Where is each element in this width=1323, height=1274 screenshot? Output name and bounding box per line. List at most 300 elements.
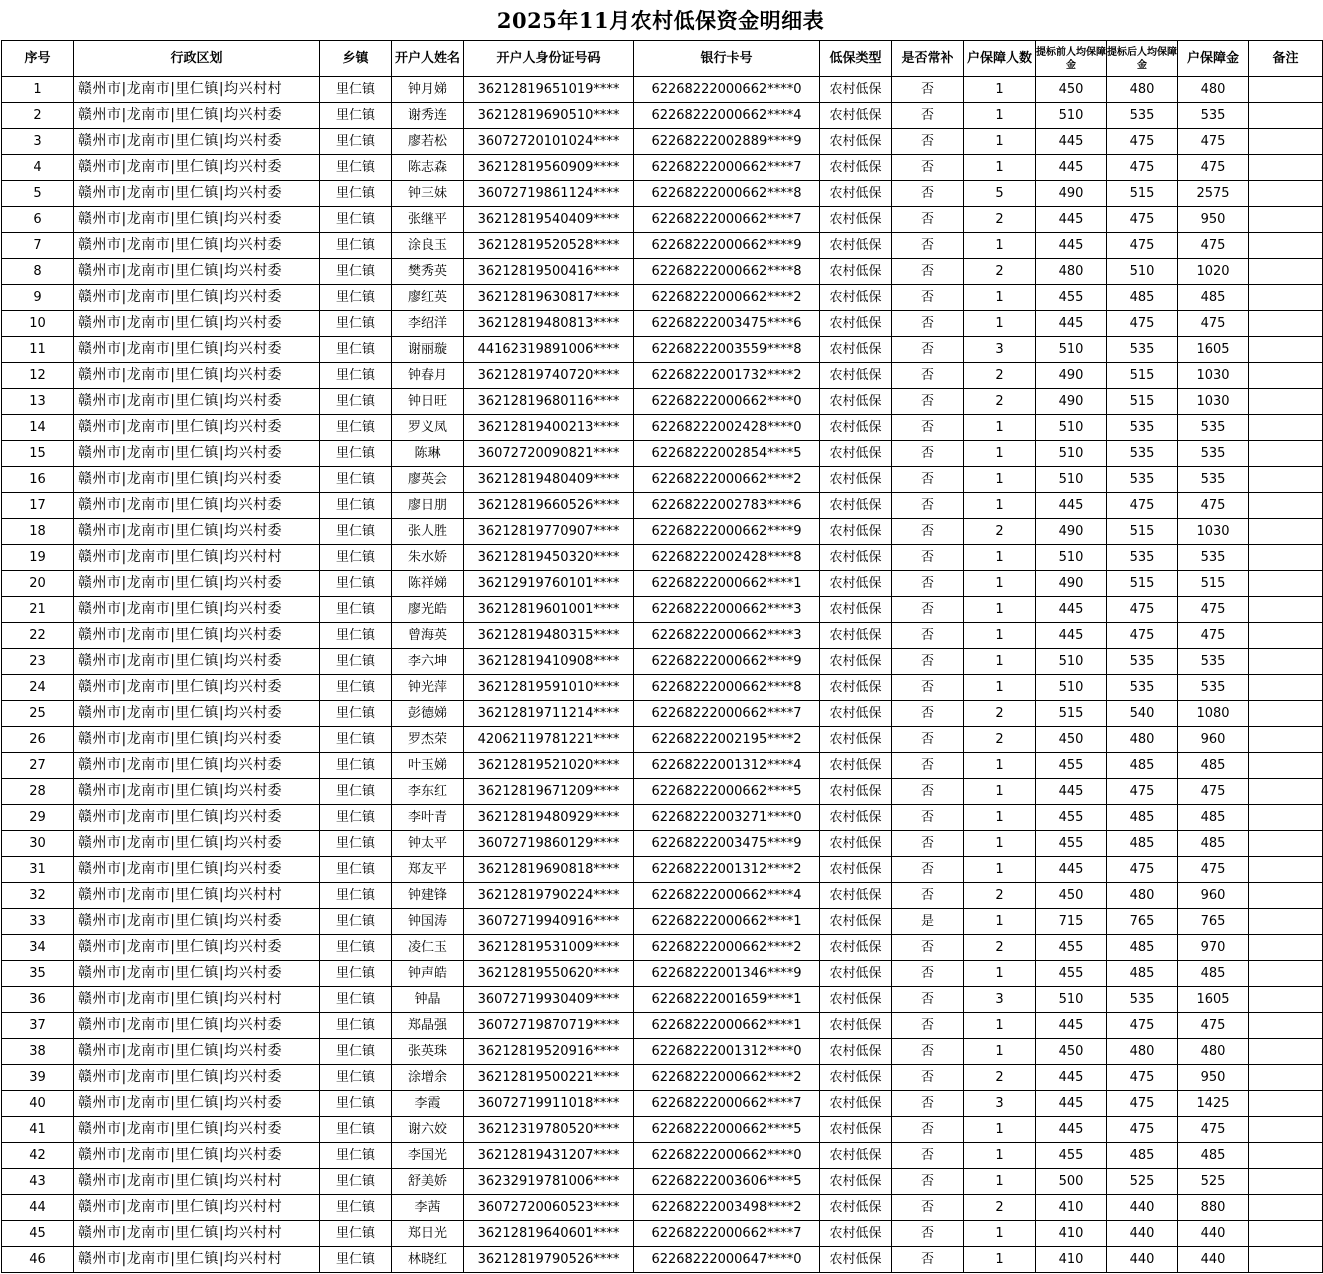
cell-regular: 否 xyxy=(892,337,964,363)
cell-name: 樊秀英 xyxy=(392,259,464,285)
cell-town: 里仁镇 xyxy=(320,1013,392,1039)
cell-count: 1 xyxy=(964,415,1036,441)
cell-town: 里仁镇 xyxy=(320,623,392,649)
table-row xyxy=(2,155,1323,181)
cell-note xyxy=(1249,337,1323,363)
cell-total: 480 xyxy=(1178,77,1249,103)
cell-after: 475 xyxy=(1107,1091,1178,1117)
cell-before: 455 xyxy=(1036,961,1107,987)
cell-after: 485 xyxy=(1107,285,1178,311)
cell-region: 赣州市|龙南市|里仁镇|均兴村委 xyxy=(74,935,320,961)
cell-after: 475 xyxy=(1107,207,1178,233)
cell-bank-card: 62268222002428****8 xyxy=(634,545,820,571)
cell-region: 赣州市|龙南市|里仁镇|均兴村委 xyxy=(74,363,320,389)
cell-before: 445 xyxy=(1036,233,1107,259)
cell-before: 480 xyxy=(1036,259,1107,285)
cell-id-number: 36212819740720**** xyxy=(464,363,634,389)
cell-type: 农村低保 xyxy=(820,1247,892,1273)
cell-bank-card: 62268222000662****2 xyxy=(634,935,820,961)
cell-bank-card: 62268222000662****5 xyxy=(634,779,820,805)
cell-before: 450 xyxy=(1036,727,1107,753)
cell-count: 3 xyxy=(964,337,1036,363)
table-row xyxy=(2,857,1323,883)
cell-id-number: 36212819790526**** xyxy=(464,1247,634,1273)
cell-no: 23 xyxy=(2,649,74,675)
cell-id-number: 36212319780520**** xyxy=(464,1117,634,1143)
cell-bank-card: 62268222000662****1 xyxy=(634,909,820,935)
cell-bank-card: 62268222000662****0 xyxy=(634,1143,820,1169)
cell-before: 445 xyxy=(1036,1065,1107,1091)
cell-count: 2 xyxy=(964,363,1036,389)
cell-region: 赣州市|龙南市|里仁镇|均兴村委 xyxy=(74,727,320,753)
cell-id-number: 36212819410908**** xyxy=(464,649,634,675)
cell-name: 钟晶 xyxy=(392,987,464,1013)
cell-id-number: 36212819671209**** xyxy=(464,779,634,805)
cell-note xyxy=(1249,779,1323,805)
cell-after: 535 xyxy=(1107,337,1178,363)
cell-bank-card: 62268222003498****2 xyxy=(634,1195,820,1221)
cell-region: 赣州市|龙南市|里仁镇|均兴村委 xyxy=(74,493,320,519)
cell-note xyxy=(1249,571,1323,597)
cell-bank-card: 62268222000662****1 xyxy=(634,571,820,597)
cell-before: 455 xyxy=(1036,831,1107,857)
header-town: 乡镇 xyxy=(320,41,392,77)
cell-town: 里仁镇 xyxy=(320,233,392,259)
cell-type: 农村低保 xyxy=(820,259,892,285)
cell-id-number: 36212819531009**** xyxy=(464,935,634,961)
cell-type: 农村低保 xyxy=(820,415,892,441)
cell-id-number: 36072719911018**** xyxy=(464,1091,634,1117)
cell-name: 李绍洋 xyxy=(392,311,464,337)
cell-bank-card: 62268222000662****7 xyxy=(634,1091,820,1117)
cell-after: 535 xyxy=(1107,103,1178,129)
header-note: 备注 xyxy=(1249,41,1323,77)
cell-name: 李国光 xyxy=(392,1143,464,1169)
cell-town: 里仁镇 xyxy=(320,935,392,961)
cell-total: 515 xyxy=(1178,571,1249,597)
cell-no: 24 xyxy=(2,675,74,701)
cell-no: 36 xyxy=(2,987,74,1013)
cell-after: 475 xyxy=(1107,233,1178,259)
cell-name: 郑友平 xyxy=(392,857,464,883)
cell-after: 480 xyxy=(1107,883,1178,909)
cell-total: 475 xyxy=(1178,857,1249,883)
cell-count: 2 xyxy=(964,259,1036,285)
cell-type: 农村低保 xyxy=(820,857,892,883)
cell-bank-card: 62268222001312****0 xyxy=(634,1039,820,1065)
cell-town: 里仁镇 xyxy=(320,805,392,831)
cell-regular: 否 xyxy=(892,623,964,649)
cell-total: 440 xyxy=(1178,1247,1249,1273)
cell-before: 445 xyxy=(1036,155,1107,181)
cell-regular: 否 xyxy=(892,571,964,597)
cell-bank-card: 62268222001732****2 xyxy=(634,363,820,389)
cell-note xyxy=(1249,1065,1323,1091)
cell-type: 农村低保 xyxy=(820,935,892,961)
cell-type: 农村低保 xyxy=(820,987,892,1013)
cell-after: 475 xyxy=(1107,1065,1178,1091)
cell-no: 41 xyxy=(2,1117,74,1143)
cell-no: 27 xyxy=(2,753,74,779)
table-row xyxy=(2,129,1323,155)
cell-before: 455 xyxy=(1036,753,1107,779)
cell-note xyxy=(1249,1195,1323,1221)
cell-bank-card: 62268222003475****6 xyxy=(634,311,820,337)
table-row xyxy=(2,727,1323,753)
cell-id-number: 36072719870719**** xyxy=(464,1013,634,1039)
cell-after: 525 xyxy=(1107,1169,1178,1195)
cell-regular: 否 xyxy=(892,727,964,753)
cell-note xyxy=(1249,597,1323,623)
table-row xyxy=(2,1013,1323,1039)
cell-count: 1 xyxy=(964,753,1036,779)
table-row xyxy=(2,363,1323,389)
cell-after: 485 xyxy=(1107,1143,1178,1169)
cell-before: 410 xyxy=(1036,1221,1107,1247)
cell-total: 1020 xyxy=(1178,259,1249,285)
cell-after: 480 xyxy=(1107,77,1178,103)
cell-regular: 是 xyxy=(892,909,964,935)
cell-regular: 否 xyxy=(892,103,964,129)
cell-id-number: 36072720090821**** xyxy=(464,441,634,467)
cell-town: 里仁镇 xyxy=(320,285,392,311)
cell-no: 43 xyxy=(2,1169,74,1195)
cell-type: 农村低保 xyxy=(820,909,892,935)
cell-town: 里仁镇 xyxy=(320,1039,392,1065)
cell-note xyxy=(1249,1169,1323,1195)
cell-total: 475 xyxy=(1178,233,1249,259)
cell-count: 1 xyxy=(964,493,1036,519)
table-row xyxy=(2,779,1323,805)
cell-after: 475 xyxy=(1107,1013,1178,1039)
cell-id-number: 36212819630817**** xyxy=(464,285,634,311)
cell-note xyxy=(1249,207,1323,233)
cell-before: 455 xyxy=(1036,1143,1107,1169)
cell-id-number: 36212819480315**** xyxy=(464,623,634,649)
table-row xyxy=(2,181,1323,207)
cell-before: 445 xyxy=(1036,311,1107,337)
cell-name: 钟日旺 xyxy=(392,389,464,415)
cell-before: 515 xyxy=(1036,701,1107,727)
cell-no: 28 xyxy=(2,779,74,805)
cell-after: 515 xyxy=(1107,519,1178,545)
cell-note xyxy=(1249,415,1323,441)
cell-type: 农村低保 xyxy=(820,285,892,311)
cell-town: 里仁镇 xyxy=(320,961,392,987)
cell-before: 445 xyxy=(1036,493,1107,519)
header-name: 开户人姓名 xyxy=(392,41,464,77)
cell-count: 1 xyxy=(964,1013,1036,1039)
cell-count: 2 xyxy=(964,935,1036,961)
cell-id-number: 36212819480929**** xyxy=(464,805,634,831)
cell-name: 陈祥娣 xyxy=(392,571,464,597)
cell-regular: 否 xyxy=(892,1091,964,1117)
cell-regular: 否 xyxy=(892,1117,964,1143)
cell-before: 445 xyxy=(1036,857,1107,883)
table-row xyxy=(2,1039,1323,1065)
cell-town: 里仁镇 xyxy=(320,155,392,181)
cell-name: 曾海英 xyxy=(392,623,464,649)
cell-count: 1 xyxy=(964,831,1036,857)
cell-no: 21 xyxy=(2,597,74,623)
cell-bank-card: 62268222001659****1 xyxy=(634,987,820,1013)
cell-regular: 否 xyxy=(892,519,964,545)
cell-after: 440 xyxy=(1107,1221,1178,1247)
cell-after: 475 xyxy=(1107,155,1178,181)
cell-id-number: 36212819400213**** xyxy=(464,415,634,441)
cell-regular: 否 xyxy=(892,493,964,519)
cell-after: 475 xyxy=(1107,311,1178,337)
cell-name: 钟建锋 xyxy=(392,883,464,909)
cell-note xyxy=(1249,103,1323,129)
table-body xyxy=(2,77,1323,1273)
cell-name: 钟声皓 xyxy=(392,961,464,987)
cell-town: 里仁镇 xyxy=(320,441,392,467)
cell-count: 2 xyxy=(964,1065,1036,1091)
cell-before: 410 xyxy=(1036,1195,1107,1221)
cell-type: 农村低保 xyxy=(820,649,892,675)
cell-after: 475 xyxy=(1107,597,1178,623)
cell-total: 960 xyxy=(1178,883,1249,909)
cell-town: 里仁镇 xyxy=(320,77,392,103)
cell-type: 农村低保 xyxy=(820,623,892,649)
cell-before: 450 xyxy=(1036,1039,1107,1065)
cell-regular: 否 xyxy=(892,987,964,1013)
cell-type: 农村低保 xyxy=(820,1013,892,1039)
cell-no: 7 xyxy=(2,233,74,259)
cell-count: 3 xyxy=(964,987,1036,1013)
cell-type: 农村低保 xyxy=(820,1039,892,1065)
cell-before: 510 xyxy=(1036,675,1107,701)
cell-type: 农村低保 xyxy=(820,181,892,207)
table-row xyxy=(2,1117,1323,1143)
cell-id-number: 36212819431207**** xyxy=(464,1143,634,1169)
cell-after: 475 xyxy=(1107,493,1178,519)
cell-after: 480 xyxy=(1107,1039,1178,1065)
cell-type: 农村低保 xyxy=(820,519,892,545)
cell-region: 赣州市|龙南市|里仁镇|均兴村村 xyxy=(74,1247,320,1273)
table-row xyxy=(2,753,1323,779)
cell-note xyxy=(1249,649,1323,675)
cell-region: 赣州市|龙南市|里仁镇|均兴村委 xyxy=(74,1091,320,1117)
cell-id-number: 36212819550620**** xyxy=(464,961,634,987)
cell-region: 赣州市|龙南市|里仁镇|均兴村村 xyxy=(74,883,320,909)
table-row xyxy=(2,1221,1323,1247)
cell-total: 950 xyxy=(1178,1065,1249,1091)
table-row xyxy=(2,103,1323,129)
cell-type: 农村低保 xyxy=(820,883,892,909)
cell-town: 里仁镇 xyxy=(320,493,392,519)
cell-before: 490 xyxy=(1036,389,1107,415)
cell-total: 1605 xyxy=(1178,337,1249,363)
cell-region: 赣州市|龙南市|里仁镇|均兴村委 xyxy=(74,207,320,233)
cell-name: 廖若松 xyxy=(392,129,464,155)
table-row xyxy=(2,493,1323,519)
cell-region: 赣州市|龙南市|里仁镇|均兴村委 xyxy=(74,389,320,415)
cell-before: 445 xyxy=(1036,1013,1107,1039)
cell-name: 罗杰荣 xyxy=(392,727,464,753)
cell-town: 里仁镇 xyxy=(320,831,392,857)
cell-note xyxy=(1249,1117,1323,1143)
cell-note xyxy=(1249,311,1323,337)
cell-count: 1 xyxy=(964,1221,1036,1247)
cell-id-number: 36212819601001**** xyxy=(464,597,634,623)
cell-region: 赣州市|龙南市|里仁镇|均兴村委 xyxy=(74,1065,320,1091)
cell-count: 2 xyxy=(964,727,1036,753)
cell-type: 农村低保 xyxy=(820,1169,892,1195)
cell-name: 陈琳 xyxy=(392,441,464,467)
cell-bank-card: 62268222000662****7 xyxy=(634,207,820,233)
cell-regular: 否 xyxy=(892,233,964,259)
cell-total: 475 xyxy=(1178,1013,1249,1039)
cell-no: 20 xyxy=(2,571,74,597)
cell-total: 485 xyxy=(1178,961,1249,987)
cell-name: 舒美娇 xyxy=(392,1169,464,1195)
cell-regular: 否 xyxy=(892,1039,964,1065)
cell-name: 钟三妹 xyxy=(392,181,464,207)
cell-id-number: 36072720101024**** xyxy=(464,129,634,155)
header-before: 提标前人均保障金 xyxy=(1036,41,1107,77)
cell-bank-card: 62268222000662****7 xyxy=(634,1221,820,1247)
cell-bank-card: 62268222000647****0 xyxy=(634,1247,820,1273)
cell-region: 赣州市|龙南市|里仁镇|均兴村委 xyxy=(74,337,320,363)
cell-note xyxy=(1249,987,1323,1013)
cell-name: 郑晶强 xyxy=(392,1013,464,1039)
cell-name: 廖英会 xyxy=(392,467,464,493)
cell-after: 515 xyxy=(1107,389,1178,415)
cell-note xyxy=(1249,519,1323,545)
cell-region: 赣州市|龙南市|里仁镇|均兴村委 xyxy=(74,753,320,779)
cell-name: 谢秀连 xyxy=(392,103,464,129)
cell-note xyxy=(1249,935,1323,961)
cell-regular: 否 xyxy=(892,935,964,961)
cell-id-number: 42062119781221**** xyxy=(464,727,634,753)
cell-note xyxy=(1249,77,1323,103)
cell-regular: 否 xyxy=(892,857,964,883)
cell-regular: 否 xyxy=(892,1221,964,1247)
cell-id-number: 36232919781006**** xyxy=(464,1169,634,1195)
cell-before: 445 xyxy=(1036,597,1107,623)
cell-region: 赣州市|龙南市|里仁镇|均兴村委 xyxy=(74,571,320,597)
cell-total: 880 xyxy=(1178,1195,1249,1221)
table-row xyxy=(2,1169,1323,1195)
cell-note xyxy=(1249,259,1323,285)
cell-town: 里仁镇 xyxy=(320,1169,392,1195)
cell-town: 里仁镇 xyxy=(320,207,392,233)
cell-count: 1 xyxy=(964,103,1036,129)
cell-type: 农村低保 xyxy=(820,77,892,103)
table-row xyxy=(2,467,1323,493)
cell-name: 涂增余 xyxy=(392,1065,464,1091)
cell-town: 里仁镇 xyxy=(320,1091,392,1117)
cell-type: 农村低保 xyxy=(820,779,892,805)
cell-count: 1 xyxy=(964,597,1036,623)
cell-regular: 否 xyxy=(892,363,964,389)
cell-total: 1425 xyxy=(1178,1091,1249,1117)
cell-note xyxy=(1249,675,1323,701)
cell-total: 525 xyxy=(1178,1169,1249,1195)
cell-region: 赣州市|龙南市|里仁镇|均兴村委 xyxy=(74,233,320,259)
cell-count: 1 xyxy=(964,779,1036,805)
cell-name: 李东红 xyxy=(392,779,464,805)
cell-type: 农村低保 xyxy=(820,233,892,259)
table-row xyxy=(2,649,1323,675)
cell-name: 钟太平 xyxy=(392,831,464,857)
cell-type: 农村低保 xyxy=(820,1143,892,1169)
cell-bank-card: 62268222000662****8 xyxy=(634,259,820,285)
cell-count: 1 xyxy=(964,441,1036,467)
cell-before: 510 xyxy=(1036,649,1107,675)
cell-name: 李霞 xyxy=(392,1091,464,1117)
cell-note xyxy=(1249,1013,1323,1039)
cell-no: 3 xyxy=(2,129,74,155)
cell-id-number: 36212819711214**** xyxy=(464,701,634,727)
cell-region: 赣州市|龙南市|里仁镇|均兴村委 xyxy=(74,285,320,311)
table-row xyxy=(2,519,1323,545)
cell-name: 谢六姣 xyxy=(392,1117,464,1143)
cell-note xyxy=(1249,961,1323,987)
cell-id-number: 36212819591010**** xyxy=(464,675,634,701)
cell-total: 480 xyxy=(1178,1039,1249,1065)
cell-regular: 否 xyxy=(892,1247,964,1273)
cell-region: 赣州市|龙南市|里仁镇|均兴村村 xyxy=(74,1221,320,1247)
cell-town: 里仁镇 xyxy=(320,675,392,701)
cell-type: 农村低保 xyxy=(820,337,892,363)
cell-name: 李叶青 xyxy=(392,805,464,831)
cell-count: 1 xyxy=(964,1143,1036,1169)
table-row xyxy=(2,545,1323,571)
cell-count: 1 xyxy=(964,649,1036,675)
allowance-table xyxy=(1,40,1323,1273)
cell-town: 里仁镇 xyxy=(320,337,392,363)
cell-regular: 否 xyxy=(892,285,964,311)
cell-bank-card: 62268222000662****8 xyxy=(634,181,820,207)
cell-regular: 否 xyxy=(892,1169,964,1195)
cell-bank-card: 62268222000662****3 xyxy=(634,597,820,623)
cell-regular: 否 xyxy=(892,77,964,103)
header-region: 行政区划 xyxy=(74,41,320,77)
table-row xyxy=(2,961,1323,987)
cell-type: 农村低保 xyxy=(820,805,892,831)
cell-regular: 否 xyxy=(892,311,964,337)
cell-town: 里仁镇 xyxy=(320,649,392,675)
cell-total: 535 xyxy=(1178,415,1249,441)
cell-after: 535 xyxy=(1107,441,1178,467)
cell-count: 1 xyxy=(964,155,1036,181)
cell-note xyxy=(1249,727,1323,753)
table-row xyxy=(2,701,1323,727)
cell-total: 475 xyxy=(1178,493,1249,519)
cell-town: 里仁镇 xyxy=(320,727,392,753)
cell-before: 445 xyxy=(1036,623,1107,649)
cell-town: 里仁镇 xyxy=(320,129,392,155)
cell-after: 485 xyxy=(1107,935,1178,961)
cell-region: 赣州市|龙南市|里仁镇|均兴村委 xyxy=(74,857,320,883)
cell-no: 30 xyxy=(2,831,74,857)
cell-note xyxy=(1249,909,1323,935)
cell-total: 485 xyxy=(1178,1143,1249,1169)
cell-regular: 否 xyxy=(892,155,964,181)
cell-no: 10 xyxy=(2,311,74,337)
cell-region: 赣州市|龙南市|里仁镇|均兴村委 xyxy=(74,701,320,727)
cell-town: 里仁镇 xyxy=(320,779,392,805)
cell-town: 里仁镇 xyxy=(320,1195,392,1221)
cell-before: 510 xyxy=(1036,441,1107,467)
cell-no: 25 xyxy=(2,701,74,727)
cell-regular: 否 xyxy=(892,389,964,415)
cell-total: 1030 xyxy=(1178,363,1249,389)
cell-id-number: 36072719861124**** xyxy=(464,181,634,207)
